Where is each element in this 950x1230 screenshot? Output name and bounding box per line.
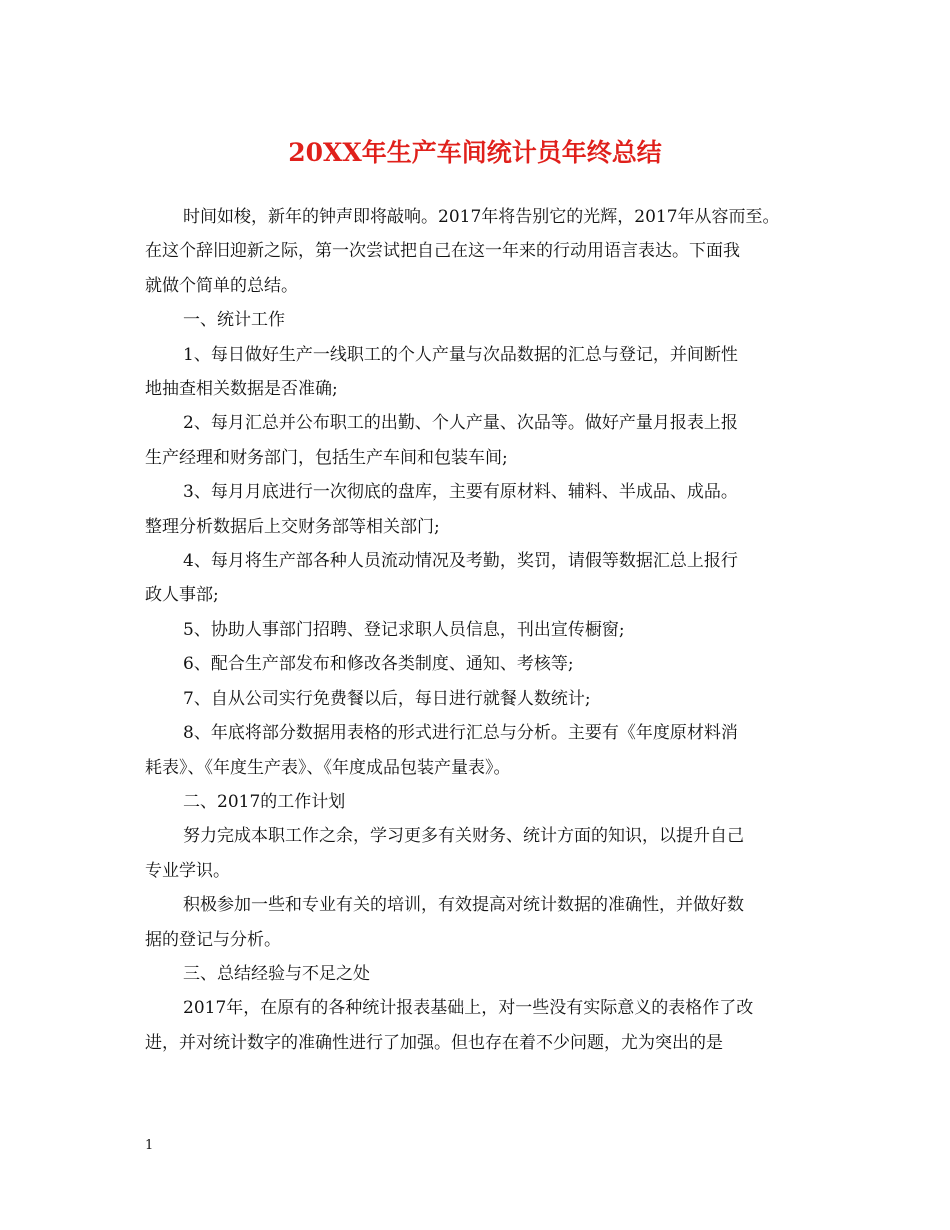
body-line: 积极参加一些和专业有关的培训，有效提高对统计数据的准确性，并做好数 [183, 895, 744, 916]
body-line: 4、每月将生产部各种人员流动情况及考勤，奖罚，请假等数据汇总上报行 [183, 551, 738, 572]
body-line: 时间如梭，新年的钟声即将敲响。2017年将告别它的光辉，2017年从容而至。 [183, 207, 780, 227]
page-number: 1 [145, 1138, 154, 1153]
body-line: 耗表》、《年度生产表》、《年度成品包装产量表》。 [145, 757, 511, 778]
body-line: 2、每月汇总并公布职工的出勤、个人产量、次品等。做好产量月报表上报 [183, 413, 738, 434]
section-heading: 二、2017的工作计划 [183, 791, 346, 812]
body-line: 据的登记与分析。 [145, 929, 281, 950]
body-line: 1、每日做好生产一线职工的个人产量与次品数据的汇总与登记，并间断性 [183, 344, 738, 365]
body-line: 在这个辞旧迎新之际，第一次尝试把自己在这一年来的行动用语言表达。下面我 [145, 241, 740, 262]
section-heading: 三、总结经验与不足之处 [183, 963, 370, 984]
body-line: 努力完成本职工作之余，学习更多有关财务、统计方面的知识，以提升自己 [183, 826, 744, 847]
body-line: 2017年，在原有的各种统计报表基础上，对一些没有实际意义的表格作了改 [183, 998, 754, 1019]
body-line: 6、配合生产部发布和修改各类制度、通知、考核等; [183, 654, 574, 675]
document-title: 20XX年生产车间统计员年终总结 [288, 138, 662, 167]
body-line: 专业学识。 [145, 860, 230, 881]
body-line: 7、自从公司实行免费餐以后，每日进行就餐人数统计; [183, 688, 591, 709]
body-line: 8、年底将部分数据用表格的形式进行汇总与分析。主要有《年度原材料消 [183, 723, 738, 744]
body-line: 政人事部; [145, 585, 219, 606]
body-line: 生产经理和财务部门，包括生产车间和包装车间; [145, 447, 508, 468]
body-line: 整理分析数据后上交财务部等相关部门; [145, 516, 440, 537]
body-line: 地抽查相关数据是否准确; [145, 379, 338, 400]
body-line: 进，并对统计数字的准确性进行了加强。但也存在着不少问题，尤为突出的是 [145, 1032, 723, 1053]
body-line: 就做个简单的总结。 [145, 275, 298, 296]
body-line: 5、协助人事部门招聘、登记求职人员信息，刊出宣传橱窗; [183, 619, 625, 640]
document-body [145, 200, 815, 1060]
section-heading: 一、统计工作 [183, 310, 285, 331]
body-line: 3、每月月底进行一次彻底的盘库，主要有原材料、辅料、半成品、成品。 [183, 482, 738, 503]
